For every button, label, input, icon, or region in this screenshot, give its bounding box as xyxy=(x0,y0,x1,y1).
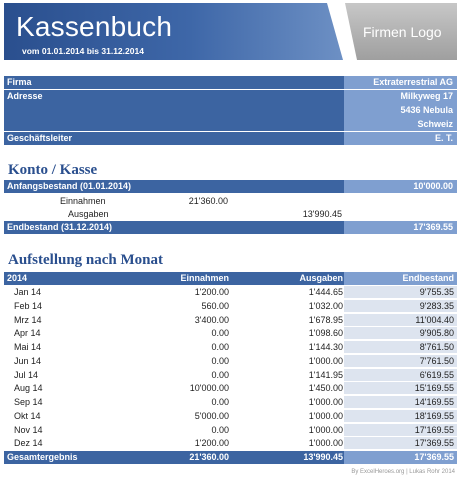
einnahmen-cell: 0.00 xyxy=(211,369,229,380)
ausgaben-cell: 1'144.30 xyxy=(308,342,343,352)
firma-value: Extraterrestrial AG xyxy=(373,77,453,87)
banner-cut xyxy=(327,3,343,60)
month-cell: Sep 14 xyxy=(14,397,43,407)
adresse-line-1: Milkyweg 17 xyxy=(400,91,453,101)
table-row xyxy=(4,286,457,298)
month-cell: Dez 14 xyxy=(14,438,43,449)
month-cell: Nov 14 xyxy=(14,424,43,435)
einnahmen-value: 21'360.00 xyxy=(188,196,228,206)
gf-value: E. T. xyxy=(434,133,453,143)
month-cell: Okt 14 xyxy=(14,410,41,421)
einnahmen-cell: 0.00 xyxy=(211,424,229,435)
total-endbestand: 17'369.55 xyxy=(414,452,454,462)
month-cell: Jul 14 xyxy=(14,369,39,380)
endbestand-value-cell: 18'169.55 xyxy=(414,410,454,421)
month-cell: Mai 14 xyxy=(14,342,42,352)
page-title: Kassenbuch xyxy=(16,11,173,42)
table-row xyxy=(4,382,457,394)
endbestand-value-cell: 15'169.55 xyxy=(414,383,454,394)
konto-title: Konto / Kasse xyxy=(8,162,98,178)
endbestand-value: 17'369.55 xyxy=(413,222,453,232)
period-subtitle: vom 01.01.2014 bis 31.12.2014 xyxy=(22,46,144,56)
table-row xyxy=(4,355,457,367)
table-row xyxy=(4,314,457,326)
anfangsbestand-label: Anfangsbestand (01.01.2014) xyxy=(7,181,132,191)
einnahmen-cell: 0.00 xyxy=(211,355,229,366)
ausgaben-cell: 1'678.95 xyxy=(308,314,343,325)
total-label: Gesamtergebnis xyxy=(7,452,78,462)
total-ausgaben: 13'990.45 xyxy=(303,452,343,462)
month-cell: Aug 14 xyxy=(14,383,43,394)
einnahmen-label: Einnahmen xyxy=(60,196,106,206)
month-cell: Jan 14 xyxy=(14,287,42,297)
table-row xyxy=(4,369,457,381)
logo-label: Firmen Logo xyxy=(363,24,442,40)
total-row xyxy=(4,451,457,464)
gf-label: Geschäftsleiter xyxy=(7,133,73,143)
ausgaben-cell: 1'000.00 xyxy=(308,424,343,435)
ausgaben-cell: 1'000.00 xyxy=(308,410,343,421)
einnahmen-cell: 0.00 xyxy=(211,397,229,407)
table-row xyxy=(4,410,457,422)
table-row xyxy=(4,437,457,449)
einnahmen-cell: 0.00 xyxy=(211,328,229,339)
firma-row xyxy=(4,76,457,89)
einnahmen-cell: 3'400.00 xyxy=(194,314,229,325)
ausgaben-cell: 1'000.00 xyxy=(308,438,343,449)
endbestand-value-cell: 17'369.55 xyxy=(414,438,454,449)
ausgaben-cell: 1'450.00 xyxy=(308,383,343,394)
einnahmen-cell: 560.00 xyxy=(201,300,229,311)
endbestand-value-cell: 9'905.80 xyxy=(419,328,454,339)
ausgaben-cell: 1'000.00 xyxy=(308,397,343,407)
ausgaben-cell: 1'032.00 xyxy=(308,300,343,311)
endbestand-value-cell: 7'761.50 xyxy=(419,355,454,366)
anfangsbestand-value: 10'000.00 xyxy=(413,181,453,191)
endbestand-value-cell: 14'169.55 xyxy=(414,397,454,407)
table-row xyxy=(4,300,457,312)
firma-label: Firma xyxy=(7,77,32,87)
col-einnahmen: Einnahmen xyxy=(180,273,229,283)
ausgaben-cell: 1'098.60 xyxy=(308,328,343,339)
einnahmen-cell: 5'000.00 xyxy=(194,410,229,421)
col-endbestand: Endbestand xyxy=(402,273,454,283)
gf-row xyxy=(4,132,457,145)
endbestand-value-cell: 8'761.50 xyxy=(419,342,454,352)
einnahmen-cell: 1'200.00 xyxy=(194,287,229,297)
anfangsbestand-row xyxy=(4,180,457,193)
ausgaben-label: Ausgaben xyxy=(68,209,109,219)
endbestand-label: Endbestand (31.12.2014) xyxy=(7,222,113,232)
footer-credit: By ExcelHeroes.org | Lukas Rohr 2014 xyxy=(351,469,455,475)
endbestand-value-cell: 6'619.55 xyxy=(419,369,454,380)
monthly-title: Aufstellung nach Monat xyxy=(8,252,164,268)
total-einnahmen: 21'360.00 xyxy=(189,452,229,462)
table-row xyxy=(4,396,457,408)
endbestand-row xyxy=(4,221,457,234)
endbestand-value-cell: 9'283.35 xyxy=(419,300,454,311)
adresse-line-2: 5436 Nebula xyxy=(400,105,453,115)
month-cell: Feb 14 xyxy=(14,300,43,311)
title-banner xyxy=(4,3,343,60)
col-year: 2014 xyxy=(7,273,28,283)
table-row xyxy=(4,424,457,436)
einnahmen-cell: 10'000.00 xyxy=(189,383,229,394)
col-ausgaben: Ausgaben xyxy=(299,273,343,283)
company-logo xyxy=(345,3,457,60)
adresse-line-3: Schweiz xyxy=(417,119,453,129)
monthly-header xyxy=(4,272,457,285)
endbestand-value-cell: 17'169.55 xyxy=(414,424,454,435)
ausgaben-value: 13'990.45 xyxy=(302,209,342,219)
endbestand-value-cell: 11'004.40 xyxy=(415,314,454,325)
endbestand-value-cell: 9'755.35 xyxy=(419,287,454,297)
logo-cut xyxy=(345,3,357,60)
einnahmen-cell: 1'200.00 xyxy=(194,438,229,449)
month-cell: Mrz 14 xyxy=(14,314,42,325)
adresse-label: Adresse xyxy=(7,91,43,101)
einnahmen-cell: 0.00 xyxy=(211,342,229,352)
month-cell: Jun 14 xyxy=(14,355,42,366)
month-cell: Apr 14 xyxy=(14,328,41,339)
ausgaben-cell: 1'444.65 xyxy=(308,287,343,297)
table-row xyxy=(4,327,457,339)
ausgaben-cell: 1'000.00 xyxy=(308,355,343,366)
adresse-row xyxy=(4,90,457,131)
table-row xyxy=(4,341,457,353)
ausgaben-cell: 1'141.95 xyxy=(308,369,343,380)
